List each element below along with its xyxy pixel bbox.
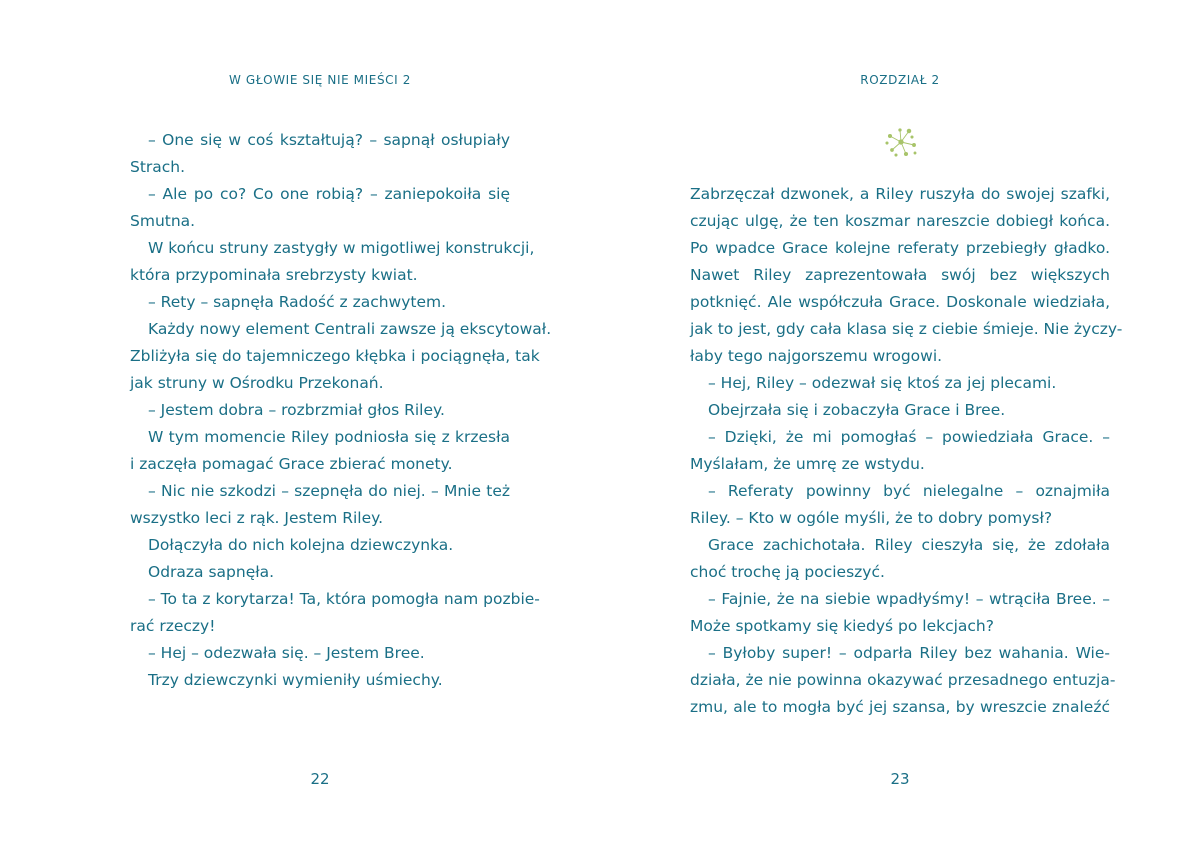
text-line: – Jestem dobra – rozbrzmiał głos Riley. <box>148 401 445 419</box>
text-line: W końcu struny zastygły w migotliwej konstrukcji, <box>148 239 535 257</box>
text-line: która przypominała srebrzysty kwiat. <box>130 266 418 284</box>
text-line: Dołączyła do nich kolejna dziewczynka. <box>148 536 454 554</box>
text-line: – Referaty powinny być nielegalne – oznajmiła <box>708 482 1110 500</box>
text-line: działa, że nie powinna okazywać przesadnego entuzja- <box>690 671 1116 689</box>
text-line: – Rety – sapnęła Radość z zachwytem. <box>148 293 447 311</box>
text-line: – Ale po co? Co one robią? – zaniepokoiła się <box>148 185 510 203</box>
running-head-right: ROZDZIAŁ 2 <box>860 73 940 87</box>
sparkle-ornament-icon <box>884 126 918 158</box>
text-line: jak to jest, gdy cała klasa się z ciebie śmieje. Nie życzy- <box>690 320 1123 338</box>
page-number-right: 23 <box>890 770 910 788</box>
page-number-left: 22 <box>310 770 330 788</box>
text-line: – Nic nie szkodzi – szepnęła do niej. – Mnie też <box>148 482 510 500</box>
text-line: i zaczęła pomagać Grace zbierać monety. <box>130 455 453 473</box>
left-page <box>130 0 552 848</box>
text-line: W tym momencie Riley podniosła się z krzesła <box>148 428 510 446</box>
text-line: rać rzeczy! <box>130 617 216 635</box>
text-line: – Fajnie, że na siebie wpadłyśmy! – wtrąciła Bree. – <box>708 590 1110 608</box>
text-line: Może spotkamy się kiedyś po lekcjach? <box>690 617 994 635</box>
text-line: – To ta z korytarza! Ta, która pomogła nam pozbie- <box>148 590 540 608</box>
text-line: – Byłoby super! – odparła Riley bez wahania. Wie- <box>708 644 1110 662</box>
text-line: Strach. <box>130 158 186 176</box>
text-line: czując ulgę, że ten koszmar nareszcie dobiegł końca. <box>690 212 1110 230</box>
right-page-body <box>690 181 1123 721</box>
text-line: Po wpadce Grace kolejne referaty przebiegły gładko. <box>690 239 1110 257</box>
text-line: – Hej, Riley – odezwał się ktoś za jej plecami. <box>708 374 1057 392</box>
text-line: jak struny w Ośrodku Przekonań. <box>130 374 384 392</box>
text-line: Odraza sapnęła. <box>148 563 275 581</box>
text-line: Każdy nowy element Centrali zawsze ją ekscytował. <box>148 320 552 338</box>
text-line: – One się w coś kształtują? – sapnął osłupiały <box>148 131 510 149</box>
text-line: Smutna. <box>130 212 196 230</box>
left-page-body <box>130 127 552 694</box>
right-page <box>690 0 1123 848</box>
text-line: Myślałam, że umrę ze wstydu. <box>690 455 925 473</box>
text-line: Grace zachichotała. Riley cieszyła się, że zdołała <box>708 536 1110 554</box>
text-line: zmu, ale to mogła być jej szansa, by wreszcie znaleźć <box>690 698 1110 716</box>
text-line: Riley. – Kto w ogóle myśli, że to dobry pomysł? <box>690 509 1053 527</box>
text-line: Zbliżyła się do tajemniczego kłębka i pociągnęła, tak <box>130 347 540 365</box>
text-line: Obejrzała się i zobaczyła Grace i Bree. <box>708 401 1006 419</box>
text-line: potknięć. Ale współczuła Grace. Doskonale wiedziała, <box>690 293 1110 311</box>
text-line: Zabrzęczał dzwonek, a Riley ruszyła do swojej szafki, <box>690 185 1110 203</box>
text-line: choć trochę ją pocieszyć. <box>690 563 885 581</box>
running-head-left: W GŁOWIE SIĘ NIE MIEŚCI 2 <box>229 73 411 87</box>
text-line: Trzy dziewczynki wymieniły uśmiechy. <box>148 671 443 689</box>
text-line: – Dzięki, że mi pomogłaś – powiedziała Grace. – <box>708 428 1110 446</box>
text-line: łaby tego najgorszemu wrogowi. <box>690 347 943 365</box>
text-line: wszystko leci z rąk. Jestem Riley. <box>130 509 384 527</box>
text-line: – Hej – odezwała się. – Jestem Bree. <box>148 644 425 662</box>
text-line: Nawet Riley zaprezentowała swój bez większych <box>690 266 1110 284</box>
